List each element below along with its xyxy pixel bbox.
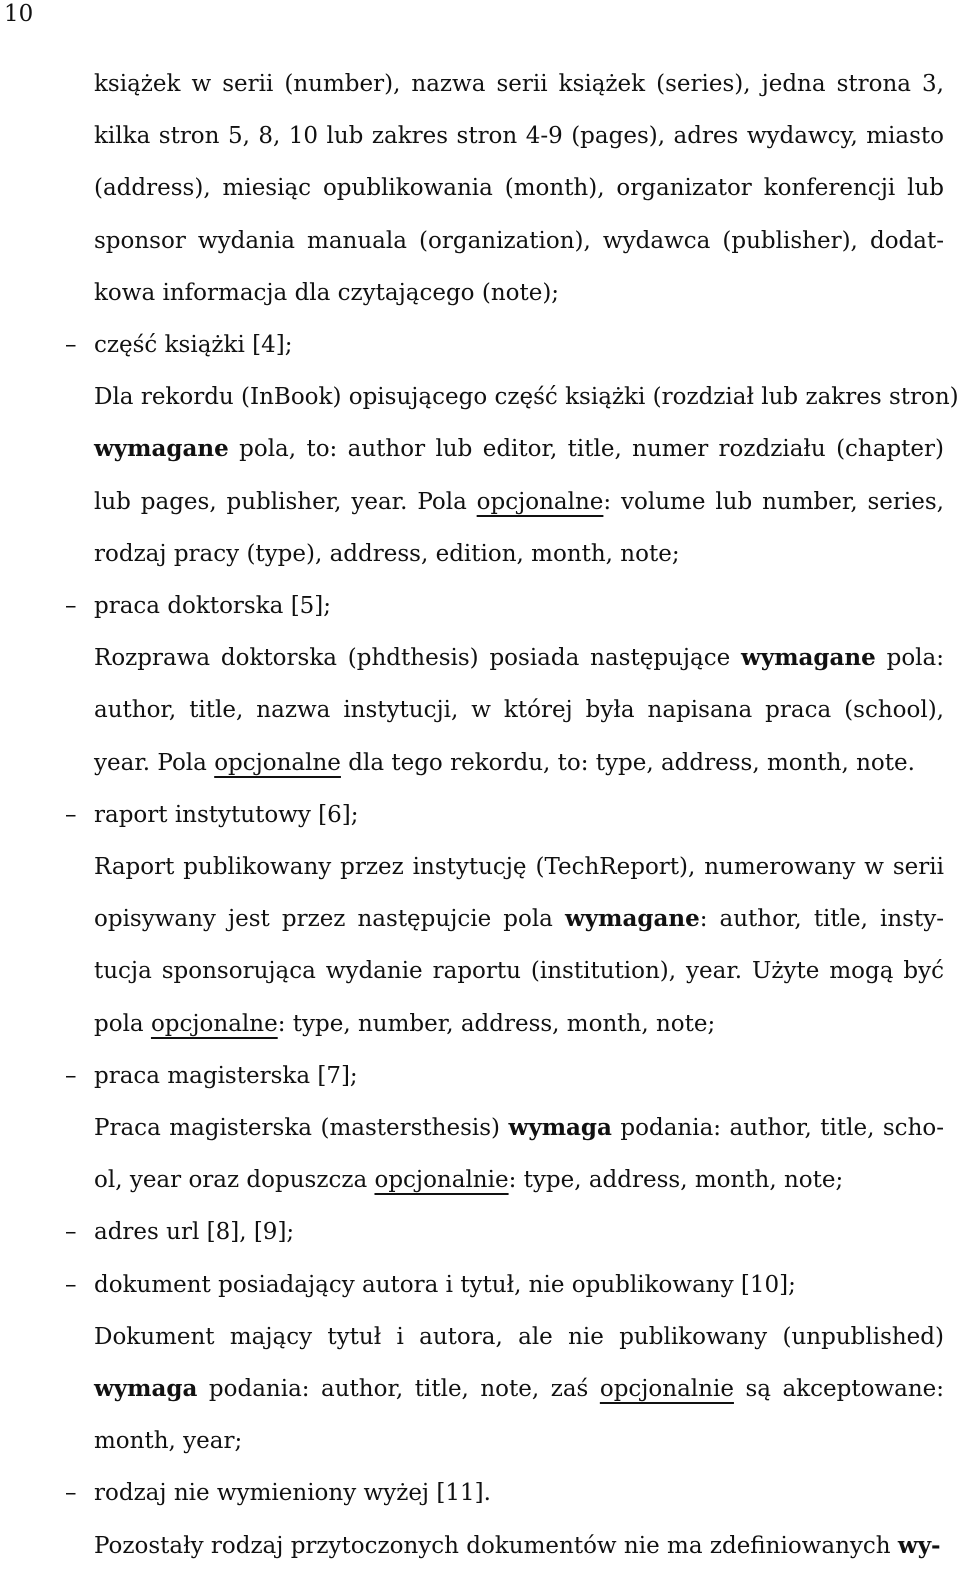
list-bullet-dash: –	[65, 802, 77, 828]
text-line	[94, 267, 944, 319]
line-text: sponsor wydania manuala (organization), wydawca (publisher), dodat-	[94, 228, 944, 254]
text-line	[94, 1415, 944, 1467]
underlined-keyword: opcjonalnie	[374, 1167, 509, 1193]
line-text: rodzaj pracy (type), address, edition, month, note;	[94, 541, 680, 567]
text-line	[94, 528, 944, 580]
line-text: author, title, nazwa instytucji, w której była napisana praca (school),	[94, 697, 944, 723]
bold-keyword: wymaga	[94, 1375, 198, 1402]
text-line	[94, 632, 944, 684]
line-text: są akceptowane:	[733, 1376, 944, 1402]
line-text: : type, number, address, month, note;	[277, 1011, 716, 1037]
text-line	[94, 215, 944, 267]
line-text: : type, address, month, note;	[508, 1167, 844, 1193]
page-number: 10	[4, 1, 34, 27]
text-line	[94, 371, 959, 423]
text-line	[94, 684, 944, 736]
text-line	[94, 1467, 944, 1519]
line-text: opisywany jest przez następujcie pola	[94, 906, 565, 932]
text-line	[94, 737, 944, 789]
list-bullet-dash: –	[65, 1063, 77, 1089]
line-text: adres url [8], [9];	[94, 1219, 295, 1245]
line-text: Rozprawa doktorska (phdthesis) posiada następujące	[94, 645, 742, 671]
text-line	[94, 580, 944, 632]
text-line	[94, 1363, 944, 1415]
line-text: pola:	[875, 645, 944, 671]
text-line	[94, 319, 944, 371]
line-text: podania: author, title, scho-	[611, 1115, 944, 1141]
line-text: kowa informacja dla czytającego (note);	[94, 280, 560, 306]
line-text: : author, title, insty-	[699, 906, 944, 932]
line-text: dokument posiadający autora i tytuł, nie opublikowany [10];	[94, 1272, 796, 1298]
text-line	[94, 893, 944, 945]
text-line	[94, 476, 944, 528]
bold-keyword: wy-	[897, 1532, 941, 1559]
line-text: praca magisterska [7];	[94, 1063, 358, 1089]
line-text: raport instytutowy [6];	[94, 802, 359, 828]
text-line	[94, 162, 944, 214]
line-text: Pozostały rodzaj przytoczonych dokumentów nie ma zdefiniowanych	[94, 1533, 898, 1559]
list-bullet-dash: –	[65, 1480, 77, 1506]
line-text: lub pages, publisher, year. Pola	[94, 489, 477, 515]
bold-keyword: wymagane	[741, 644, 876, 671]
bold-keyword: wymaga	[508, 1114, 612, 1141]
list-bullet-dash: –	[65, 332, 77, 358]
bold-keyword: wymagane	[94, 435, 229, 462]
text-line	[94, 1259, 944, 1311]
text-line	[94, 423, 944, 475]
line-text: month, year;	[94, 1428, 243, 1454]
underlined-keyword: opcjonalnie	[599, 1376, 734, 1402]
text-line	[94, 1050, 944, 1102]
text-line	[94, 110, 944, 162]
underlined-keyword: opcjonalne	[150, 1011, 278, 1037]
bold-keyword: wymagane	[564, 905, 700, 932]
line-text: praca doktorska [5];	[94, 593, 332, 619]
line-text: tucja sponsorująca wydanie raportu (institution), year. Użyte mogą być	[94, 958, 944, 984]
text-line	[94, 1520, 944, 1572]
text-line	[94, 1206, 944, 1258]
line-text: dla tego rekordu, to: type, address, month, note.	[340, 750, 915, 776]
line-text: książek w serii (number), nazwa serii książek (series), jedna strona 3,	[94, 71, 944, 97]
list-bullet-dash: –	[65, 1272, 77, 1298]
line-text: rodzaj nie wymieniony wyżej [11].	[94, 1480, 491, 1506]
line-text: Raport publikowany przez instytucję (TechReport), numerowany w serii	[94, 854, 944, 880]
line-text: Praca magisterska (mastersthesis)	[94, 1115, 509, 1141]
list-bullet-dash: –	[65, 593, 77, 619]
text-line	[94, 841, 944, 893]
line-text: : volume lub number, series,	[603, 489, 944, 515]
line-text: year. Pola	[94, 750, 215, 776]
text-line	[94, 58, 944, 110]
text-line	[94, 1154, 944, 1206]
line-text: część książki [4];	[94, 332, 293, 358]
line-text: pola	[94, 1011, 151, 1037]
line-text: Dla rekordu (InBook) opisującego część książki (rozdział lub zakres stron)	[94, 384, 959, 410]
text-line	[94, 1311, 944, 1363]
underlined-keyword: opcjonalne	[214, 750, 341, 776]
text-line	[94, 998, 944, 1050]
line-text: (address), miesiąc opublikowania (month), organizator konferencji lub	[94, 175, 944, 201]
line-text: kilka stron 5, 8, 10 lub zakres stron 4-9 (pages), adres wydawcy, miasto	[94, 123, 944, 149]
list-bullet-dash: –	[65, 1219, 77, 1245]
line-text: pola, to: author lub editor, title, numer rozdziału (chapter)	[228, 436, 944, 462]
line-text: podania: author, title, note, zaś	[197, 1376, 600, 1402]
line-text: ol, year oraz dopuszcza	[94, 1167, 375, 1193]
line-text: Dokument mający tytuł i autora, ale nie publikowany (unpublished)	[94, 1324, 944, 1350]
text-line	[94, 1102, 944, 1154]
text-line	[94, 945, 944, 997]
underlined-keyword: opcjonalne	[476, 489, 604, 515]
text-line	[94, 789, 944, 841]
